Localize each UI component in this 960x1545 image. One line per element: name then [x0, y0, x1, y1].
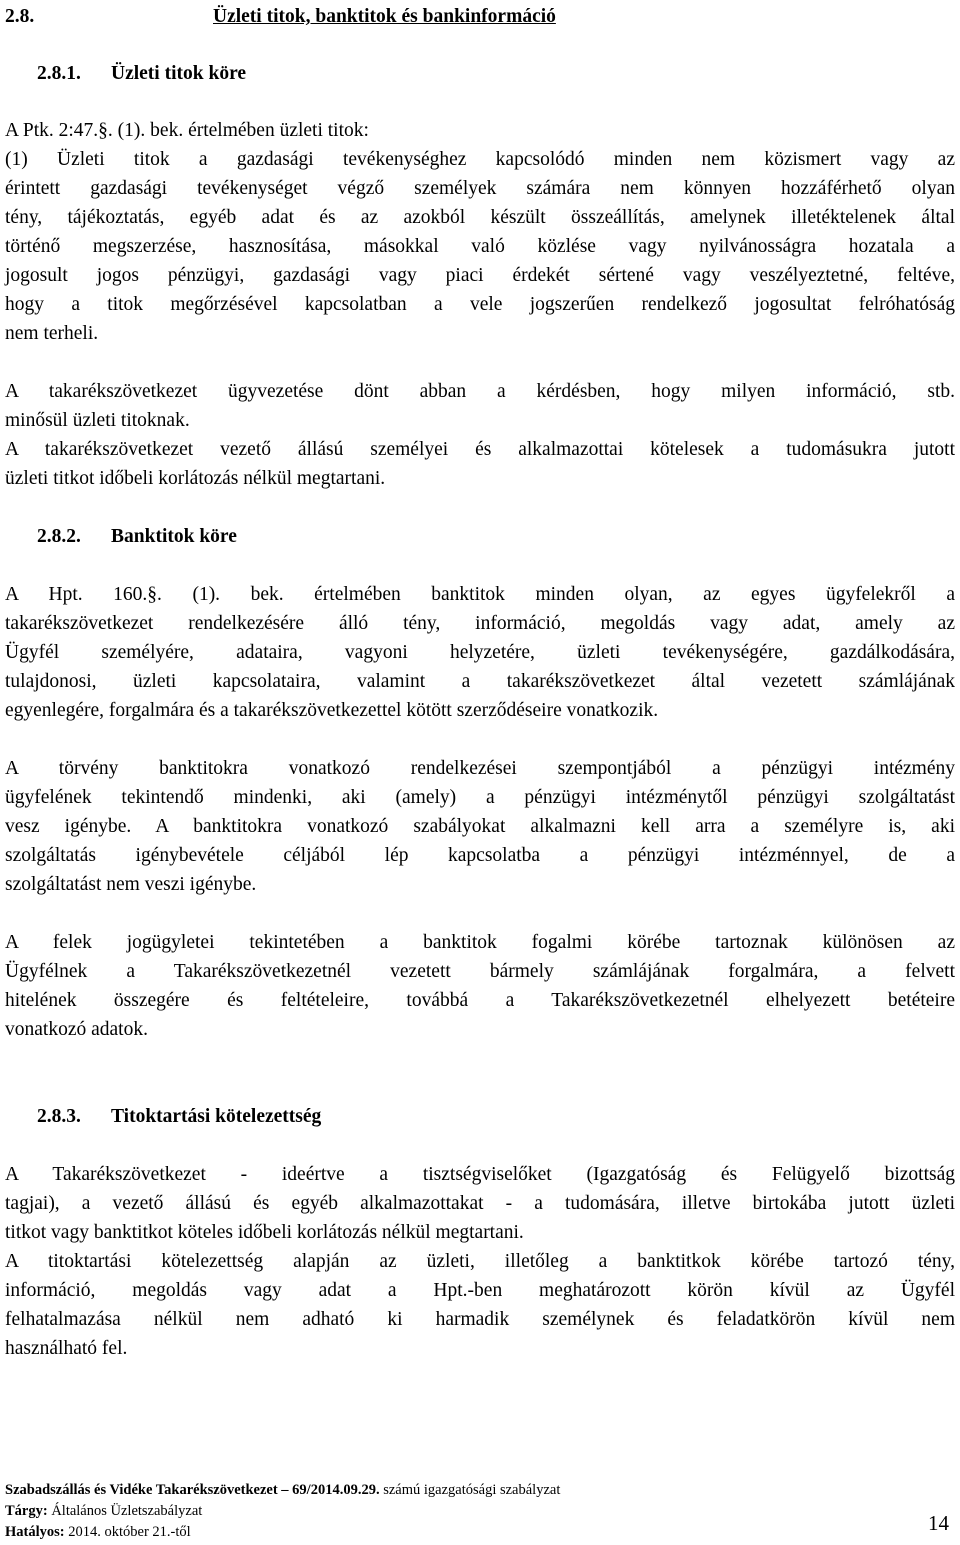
paragraph-line: A törvény banktitokra vonatkozó rendelkezései szempontjából a pénzügyi intézmény — [5, 758, 955, 779]
subsection-number: 2.8.3. — [37, 1106, 81, 1127]
paragraph-line: tény, tájékoztatás, egyéb adat és az azokból készült összeállítás, amelynek illetéktelenek által — [5, 207, 955, 228]
footer-subject: Általános Üzletszabályzat — [47, 1503, 203, 1519]
section-heading — [5, 2, 556, 31]
footer-line-subject — [5, 1503, 202, 1520]
paragraph-line: vesz igénybe. A banktitokra vonatkozó szabályokat alkalmazni kell arra a személyre is, aki — [5, 816, 955, 837]
subsection-title: Banktitok köre — [111, 526, 237, 547]
paragraph-line: felhatalmazása nélkül nem adható ki harmadik személynek és feladatkörön kívül nem — [5, 1309, 955, 1330]
paragraph-line: A Ptk. 2:47.§. (1). bek. értelmében üzleti titok: — [5, 120, 369, 141]
footer-reg: számú igazgatósági szabályzat — [379, 1482, 561, 1498]
paragraph-line: A takarékszövetkezet ügyvezetése dönt abban a kérdésben, hogy milyen információ, stb. — [5, 381, 955, 402]
footer-line-org — [5, 1482, 560, 1499]
subsection-title: Titoktartási kötelezettség — [111, 1106, 322, 1127]
footer-subject-label: Tárgy: — [5, 1503, 48, 1519]
subsection-number: 2.8.1. — [37, 63, 81, 84]
subsection-heading-2 — [37, 522, 237, 551]
footer-effective-label: Hatályos: — [5, 1524, 65, 1540]
section-number: 2.8. — [5, 6, 35, 27]
paragraph-line: A felek jogügyletei tekintetében a banktitok fogalmi körébe tartoznak különösen az — [5, 932, 955, 953]
paragraph-line: takarékszövetkezet rendelkezésére álló tény, információ, megoldás vagy adat, amely az — [5, 613, 955, 634]
footer-effective: 2014. október 21.-től — [64, 1524, 191, 1540]
paragraph-line: használható fel. — [5, 1338, 128, 1359]
paragraph-line: vonatkozó adatok. — [5, 1019, 148, 1040]
paragraph-line: Ügyfél személyére, adataira, vagyoni helyzetére, üzleti tevékenységére, gazdálkodására, — [5, 642, 955, 663]
subsection-heading-3 — [37, 1102, 322, 1131]
subsection-heading-1 — [37, 59, 247, 88]
paragraph-line: információ, megoldás vagy adat a Hpt.-ben meghatározott körön kívül az Ügyfél — [5, 1280, 955, 1301]
paragraph-line: érintett gazdasági tevékenységet végző személyek számára nem könnyen hozzáférhető olyan — [5, 178, 955, 199]
section-title: Üzleti titok, banktitok és bankinformáció — [213, 6, 556, 27]
paragraph-line: ügyfelének tekintendő mindenki, aki (amely) a pénzügyi intézménytől pénzügyi szolgáltatást — [5, 787, 955, 808]
paragraph-line: tagjai), a vezető állású és egyéb alkalmazottakat - a tudomására, illetve birtokába jutott üzleti — [5, 1193, 955, 1214]
subsection-title: Üzleti titok köre — [111, 63, 247, 84]
paragraph-line: tulajdonosi, üzleti kapcsolataira, valamint a takarékszövetkezet által vezetett számlájának — [5, 671, 955, 692]
paragraph-line: üzleti titkot időbeli korlátozás nélkül megtartani. — [5, 468, 386, 489]
paragraph-line: A titoktartási kötelezettség alapján az üzleti, illetőleg a banktitkok körébe tartozó tény, — [5, 1251, 955, 1272]
footer-line-effective — [5, 1524, 191, 1541]
footer-org: Szabadszállás és Vidéke Takarékszövetkezet – 69/2014.09.29. — [5, 1482, 380, 1498]
paragraph-line: A Takarékszövetkezet - ideértve a tisztségviselőket (Igazgatóság és Felügyelő bizottság — [5, 1164, 955, 1185]
paragraph-line: (1) Üzleti titok a gazdasági tevékenységhez kapcsolódó minden nem közismert vagy az — [5, 149, 955, 170]
paragraph-line: egyenlegére, forgalmára és a takarékszövetkezettel kötött szerződéseire vonatkozik. — [5, 700, 659, 721]
paragraph-line: A Hpt. 160.§. (1). bek. értelmében banktitok minden olyan, az egyes ügyfelekről a — [5, 584, 955, 605]
paragraph-line: hitelének összegére és feltételeire, továbbá a Takarékszövetkezetnél elhelyezett betéteire — [5, 990, 955, 1011]
paragraph-line: nem terheli. — [5, 323, 99, 344]
paragraph-line: szolgáltatást nem veszi igénybe. — [5, 874, 257, 895]
paragraph-line: történő megszerzése, hasznosítása, másokkal való közlése vagy nyilvánosságra hozatala a — [5, 236, 955, 257]
paragraph-line: Ügyfélnek a Takarékszövetkezetnél vezetett bármely számlájának forgalmára, a felvett — [5, 961, 955, 982]
paragraph-line: szolgáltatás igénybevétele céljából lép kapcsolatba a pénzügyi intézménnyel, de a — [5, 845, 955, 866]
subsection-number: 2.8.2. — [37, 526, 81, 547]
page-number: 14 — [928, 1511, 949, 1535]
paragraph-line: titkot vagy banktitkot köteles időbeli korlátozás nélkül megtartani. — [5, 1222, 524, 1243]
paragraph-line: hogy a titok megőrzésével kapcsolatban a vele jogszerűen rendelkező jogosultat felróhatóság — [5, 294, 955, 315]
paragraph-line: minősül üzleti titoknak. — [5, 410, 190, 431]
paragraph-line: A takarékszövetkezet vezető állású személyei és alkalmazottai kötelesek a tudomásukra jutott — [5, 439, 955, 460]
paragraph-line: jogosult jogos pénzügyi, gazdasági vagy piaci érdekét sértené vagy veszélyeztetné, feltéve, — [5, 265, 955, 286]
